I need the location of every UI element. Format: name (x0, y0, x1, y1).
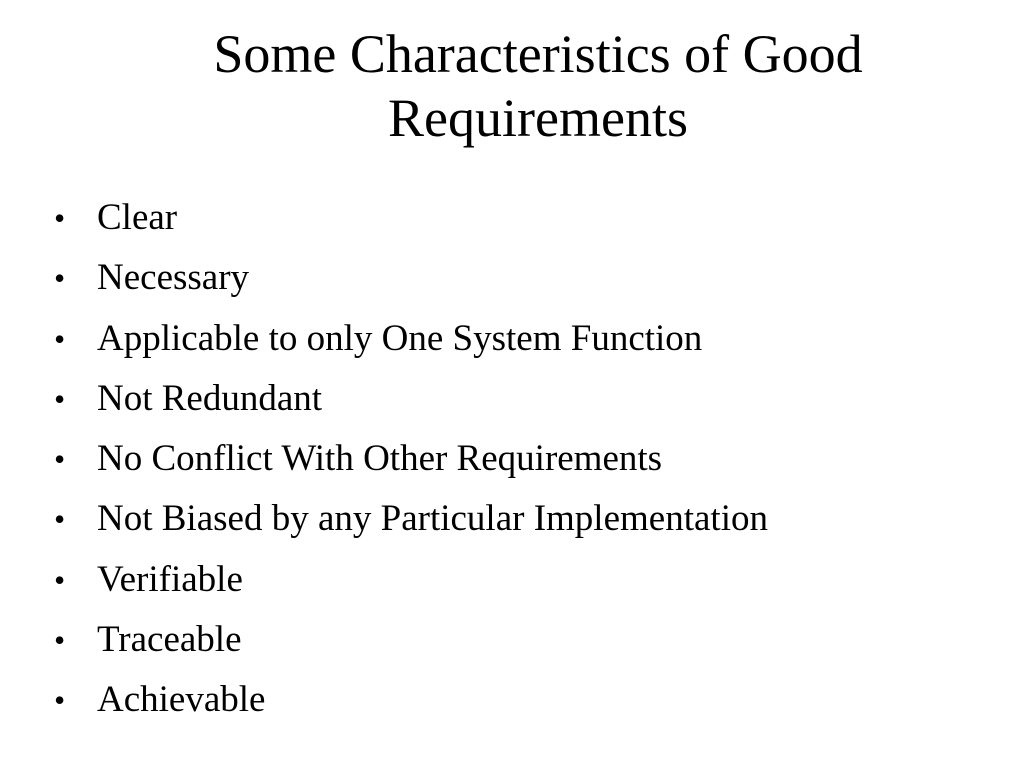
bullet-item-not-biased (54, 489, 1014, 549)
bullet-text: Applicable to only One System Function (97, 317, 703, 359)
bullet-icon: • (54, 682, 66, 719)
bullet-text: No Conflict With Other Requirements (97, 438, 663, 480)
slide-title (52, 22, 1024, 150)
title-line-1: Some Characteristics of Good (213, 24, 863, 84)
bullet-text: Achievable (97, 679, 266, 721)
bullet-item-applicable (54, 309, 1014, 369)
bullet-icon: • (54, 561, 66, 598)
bullet-text: Necessary (97, 257, 250, 299)
bullet-item-clear (54, 188, 1014, 248)
bullet-item-no-conflict (54, 429, 1014, 489)
title-line-2: Requirements (388, 88, 688, 148)
bullet-icon: • (54, 200, 66, 236)
bullet-text: Verifiable (97, 558, 243, 600)
bullet-list (54, 188, 1014, 731)
bullet-item-necessary (54, 248, 1014, 308)
bullet-text: Not Biased by any Particular Implementation (97, 498, 768, 540)
bullet-icon: • (54, 622, 66, 659)
bullet-item-achievable (54, 670, 1014, 730)
bullet-item-not-redundant (54, 369, 1014, 429)
bullet-icon: • (54, 501, 66, 538)
bullet-text: Clear (97, 197, 178, 238)
bullet-item-verifiable (54, 550, 1014, 610)
bullet-icon: • (54, 441, 66, 478)
bullet-item-traceable (54, 610, 1014, 670)
bullet-icon: • (54, 320, 66, 357)
bullet-icon: • (54, 380, 66, 417)
bullet-icon: • (54, 260, 66, 297)
bullet-text: Not Redundant (97, 377, 323, 419)
bullet-text: Traceable (97, 619, 242, 661)
